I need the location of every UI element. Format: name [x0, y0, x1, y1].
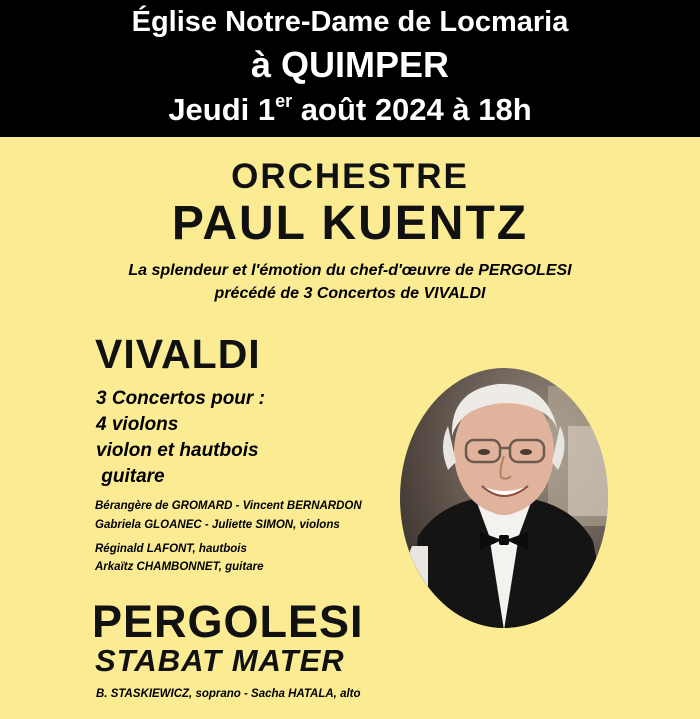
venue-name: Église Notre-Dame de Locmaria [131, 6, 569, 38]
header-banner [0, 0, 700, 137]
concerto-item: guitare [96, 466, 165, 487]
concert-date [0, 92, 700, 128]
tagline-line-1: La splendeur et l'émotion du chef-d'œuvre de PERGOLESI [128, 262, 572, 279]
concertos-intro: 3 Concertos pour : [96, 388, 265, 409]
concerto-item: 4 violons [96, 414, 179, 435]
tagline-line-2: précédé de 3 Concertos de VIVALDI [214, 285, 486, 302]
performer-line: Bérangère de GROMARD - Vincent BERNARDON [95, 500, 362, 512]
performer-line: Gabriela GLOANEC - Juliette SIMON, violons [95, 519, 340, 531]
date-ordinal: er [275, 90, 293, 111]
date-prefix: Jeudi 1 [168, 92, 276, 127]
vivaldi-heading: VIVALDI [95, 331, 261, 377]
orchestra-label: ORCHESTRE [231, 157, 469, 196]
performer-line: Réginald LAFONT, hautbois [95, 543, 247, 555]
stabat-mater-title: STABAT MATER [95, 643, 345, 678]
venue-city: à QUIMPER [250, 44, 450, 85]
pergolesi-heading: PERGOLESI [92, 596, 364, 647]
concerto-item: violon et hautbois [96, 440, 259, 461]
soloists-line: B. STASKIEWICZ, soprano - Sacha HATALA, alto [96, 688, 361, 700]
date-suffix: août 2024 à 18h [292, 92, 532, 127]
orchestra-name: PAUL KUENTZ [171, 197, 529, 250]
performer-line: Arkaïtz CHAMBONNET, guitare [95, 561, 264, 573]
conductor-portrait [398, 366, 610, 630]
